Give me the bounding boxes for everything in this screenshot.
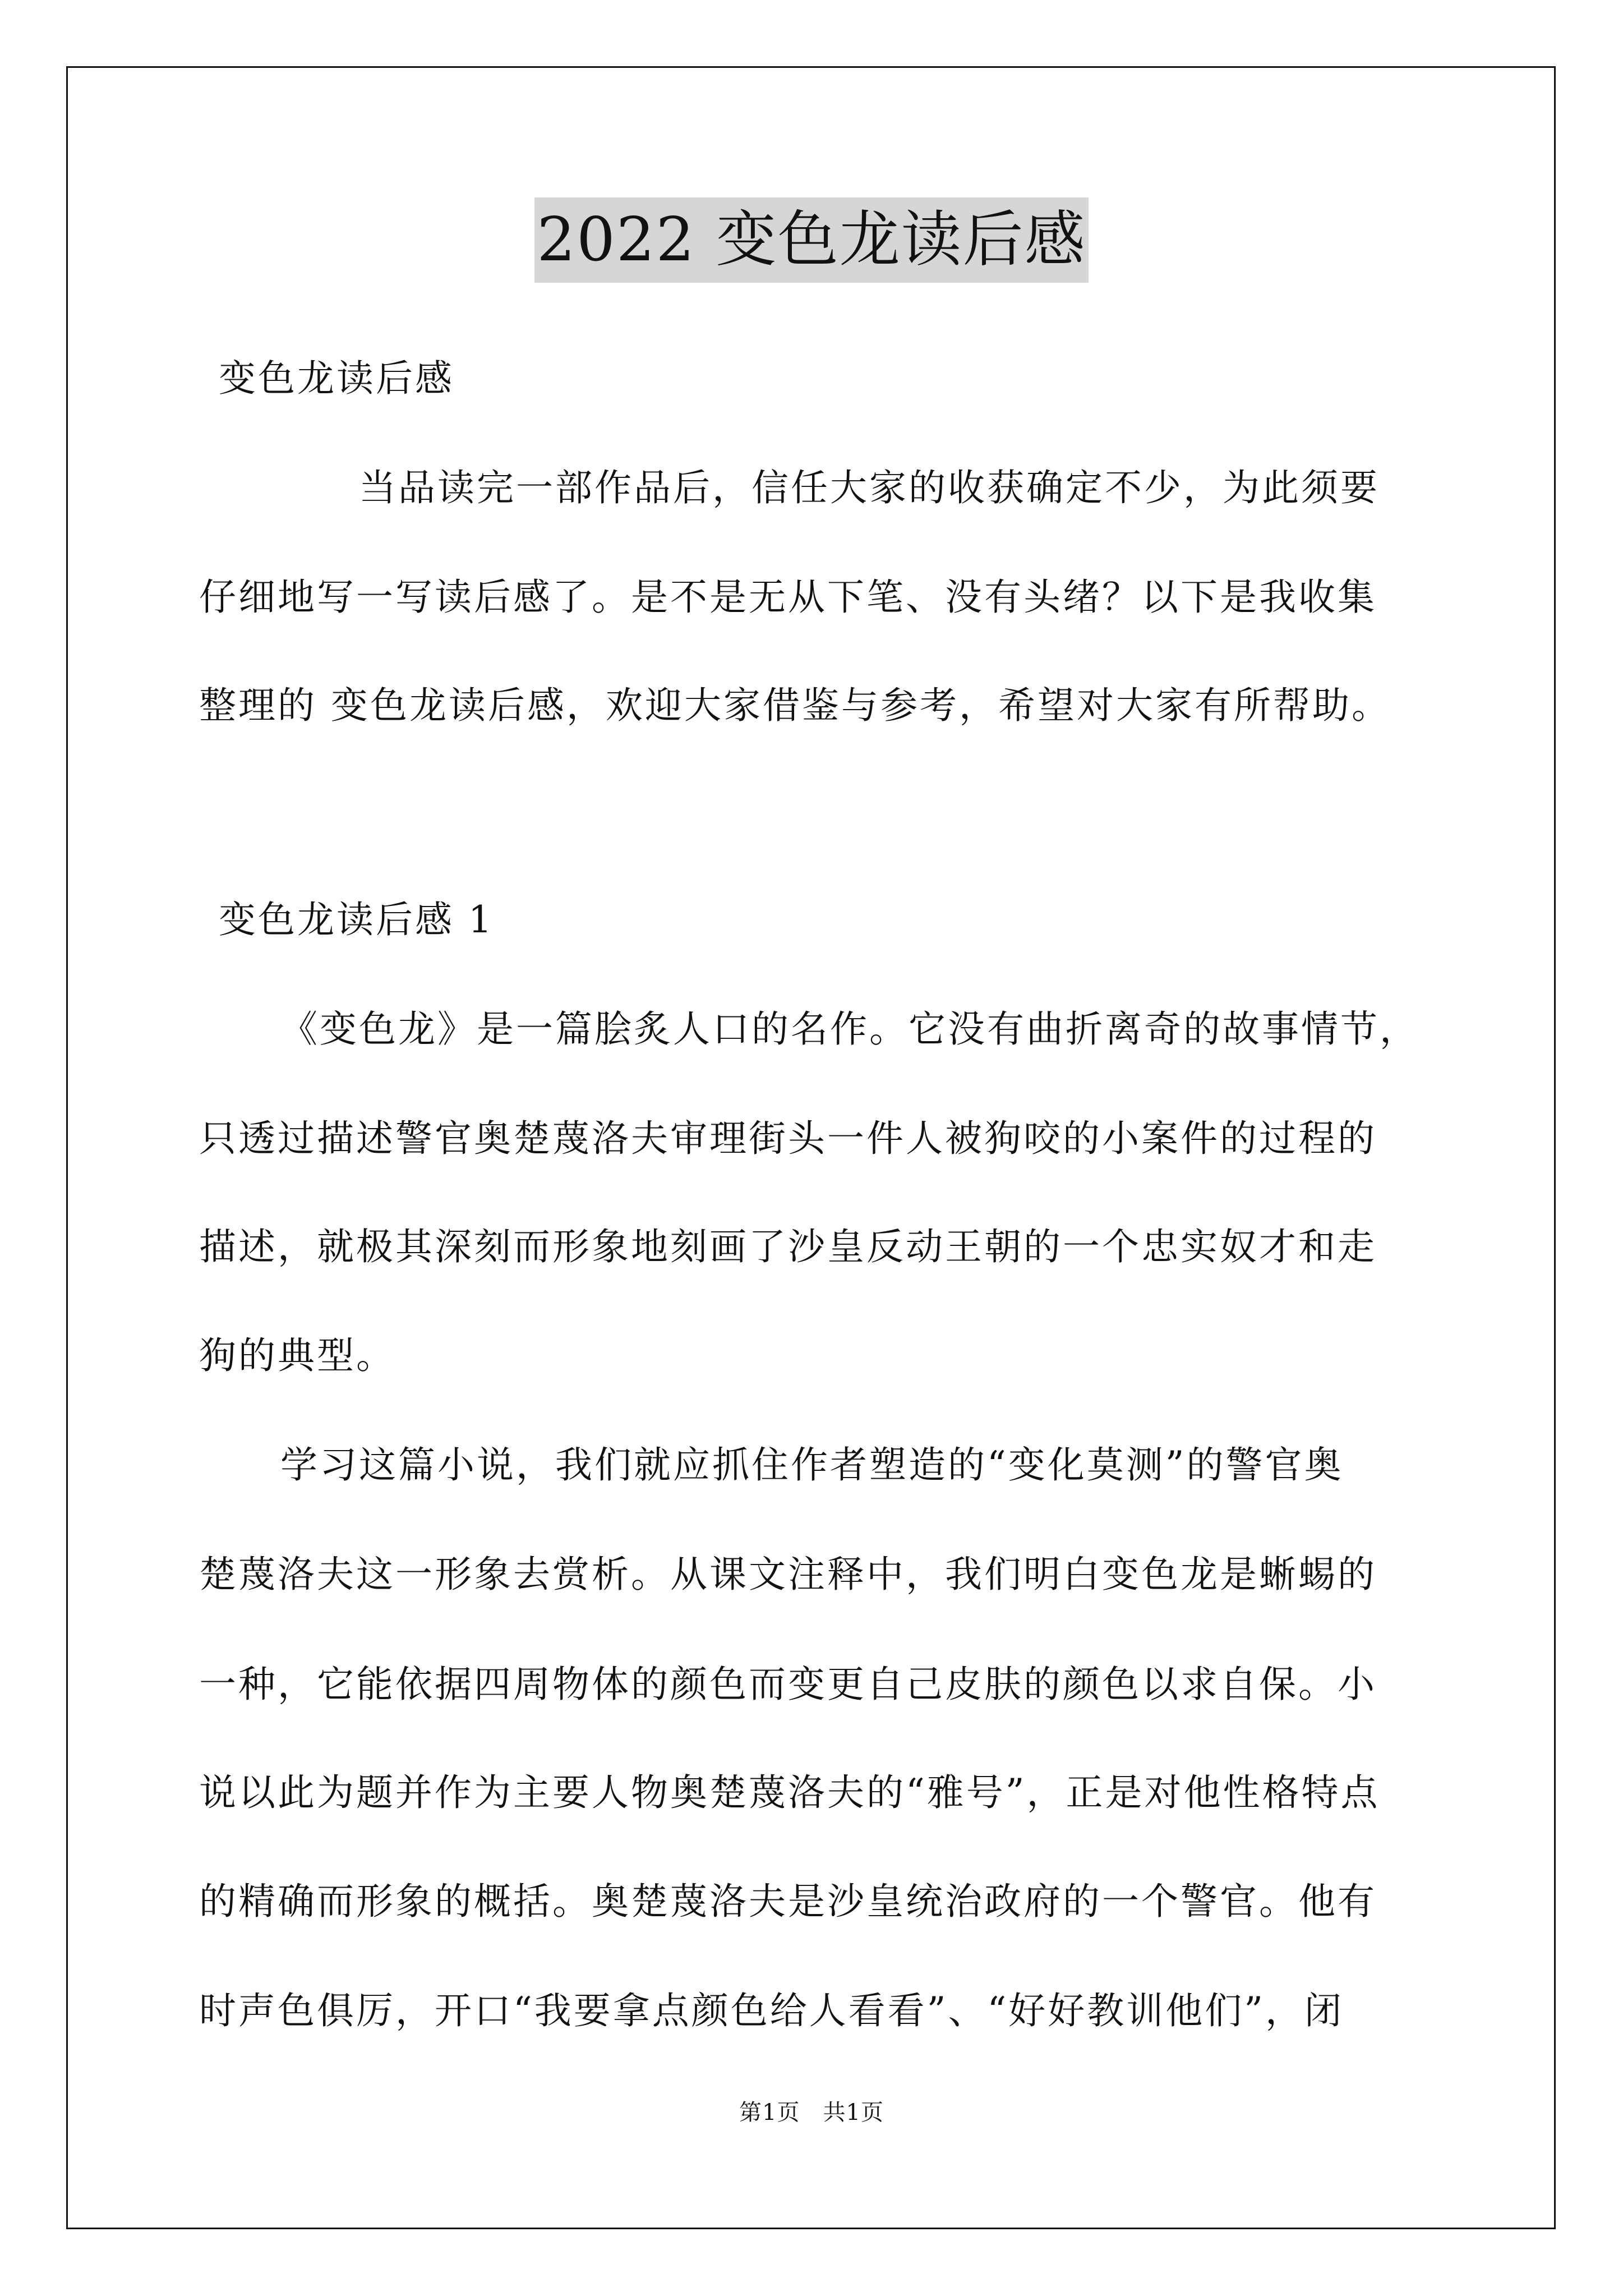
section-heading: 变色龙读后感 1	[219, 898, 494, 941]
document-subtitle: 变色龙读后感	[219, 357, 454, 400]
paragraph-line: 只透过描述警官奥楚蔑洛夫审理街头一件人被狗咬的小案件的过程的	[199, 1117, 1377, 1160]
paragraph-line: 时声色俱厉，开口“我要拿点颜色给人看看”、“好好教训他们”，闭	[199, 1989, 1344, 2032]
paragraph-line: 学习这篇小说，我们就应抓住作者塑造的“变化莫测”的警官奥	[280, 1443, 1344, 1487]
document-title: 2022 变色龙读后感	[534, 197, 1088, 283]
intro-line: 当品读完一部作品后，信任大家的收获确定不少，为此须要	[359, 466, 1380, 509]
paragraph-line: 说以此为题并作为主要人物奥楚蔑洛夫的“雅号”，正是对他性格特点	[199, 1771, 1380, 1814]
paragraph-line: 楚蔑洛夫这一形象去赏析。从课文注释中，我们明白变色龙是蜥蜴的	[199, 1553, 1377, 1596]
page-footer: 第1页 共1页	[739, 2100, 884, 2125]
intro-line: 整理的 变色龙读后感，欢迎大家借鉴与参考，希望对大家有所帮助。	[199, 684, 1391, 727]
paragraph-line: 一种，它能依据四周物体的颜色而变更自己皮肤的颜色以求自保。小	[199, 1663, 1377, 1706]
title-container	[0, 197, 1623, 283]
paragraph-line: 狗的典型。	[199, 1334, 395, 1377]
intro-line: 仔细地写一写读后感了。是不是无从下笔、没有头绪？以下是我收集	[199, 576, 1377, 619]
paragraph-line: 《变色龙》是一篇脍炙人口的名作。它没有曲折离奇的故事情节，	[280, 1007, 1419, 1051]
paragraph-line: 描述，就极其深刻而形象地刻画了沙皇反动王朝的一个忠实奴才和走	[199, 1225, 1377, 1268]
paragraph-line: 的精确而形象的概括。奥楚蔑洛夫是沙皇统治政府的一个警官。他有	[199, 1880, 1377, 1923]
